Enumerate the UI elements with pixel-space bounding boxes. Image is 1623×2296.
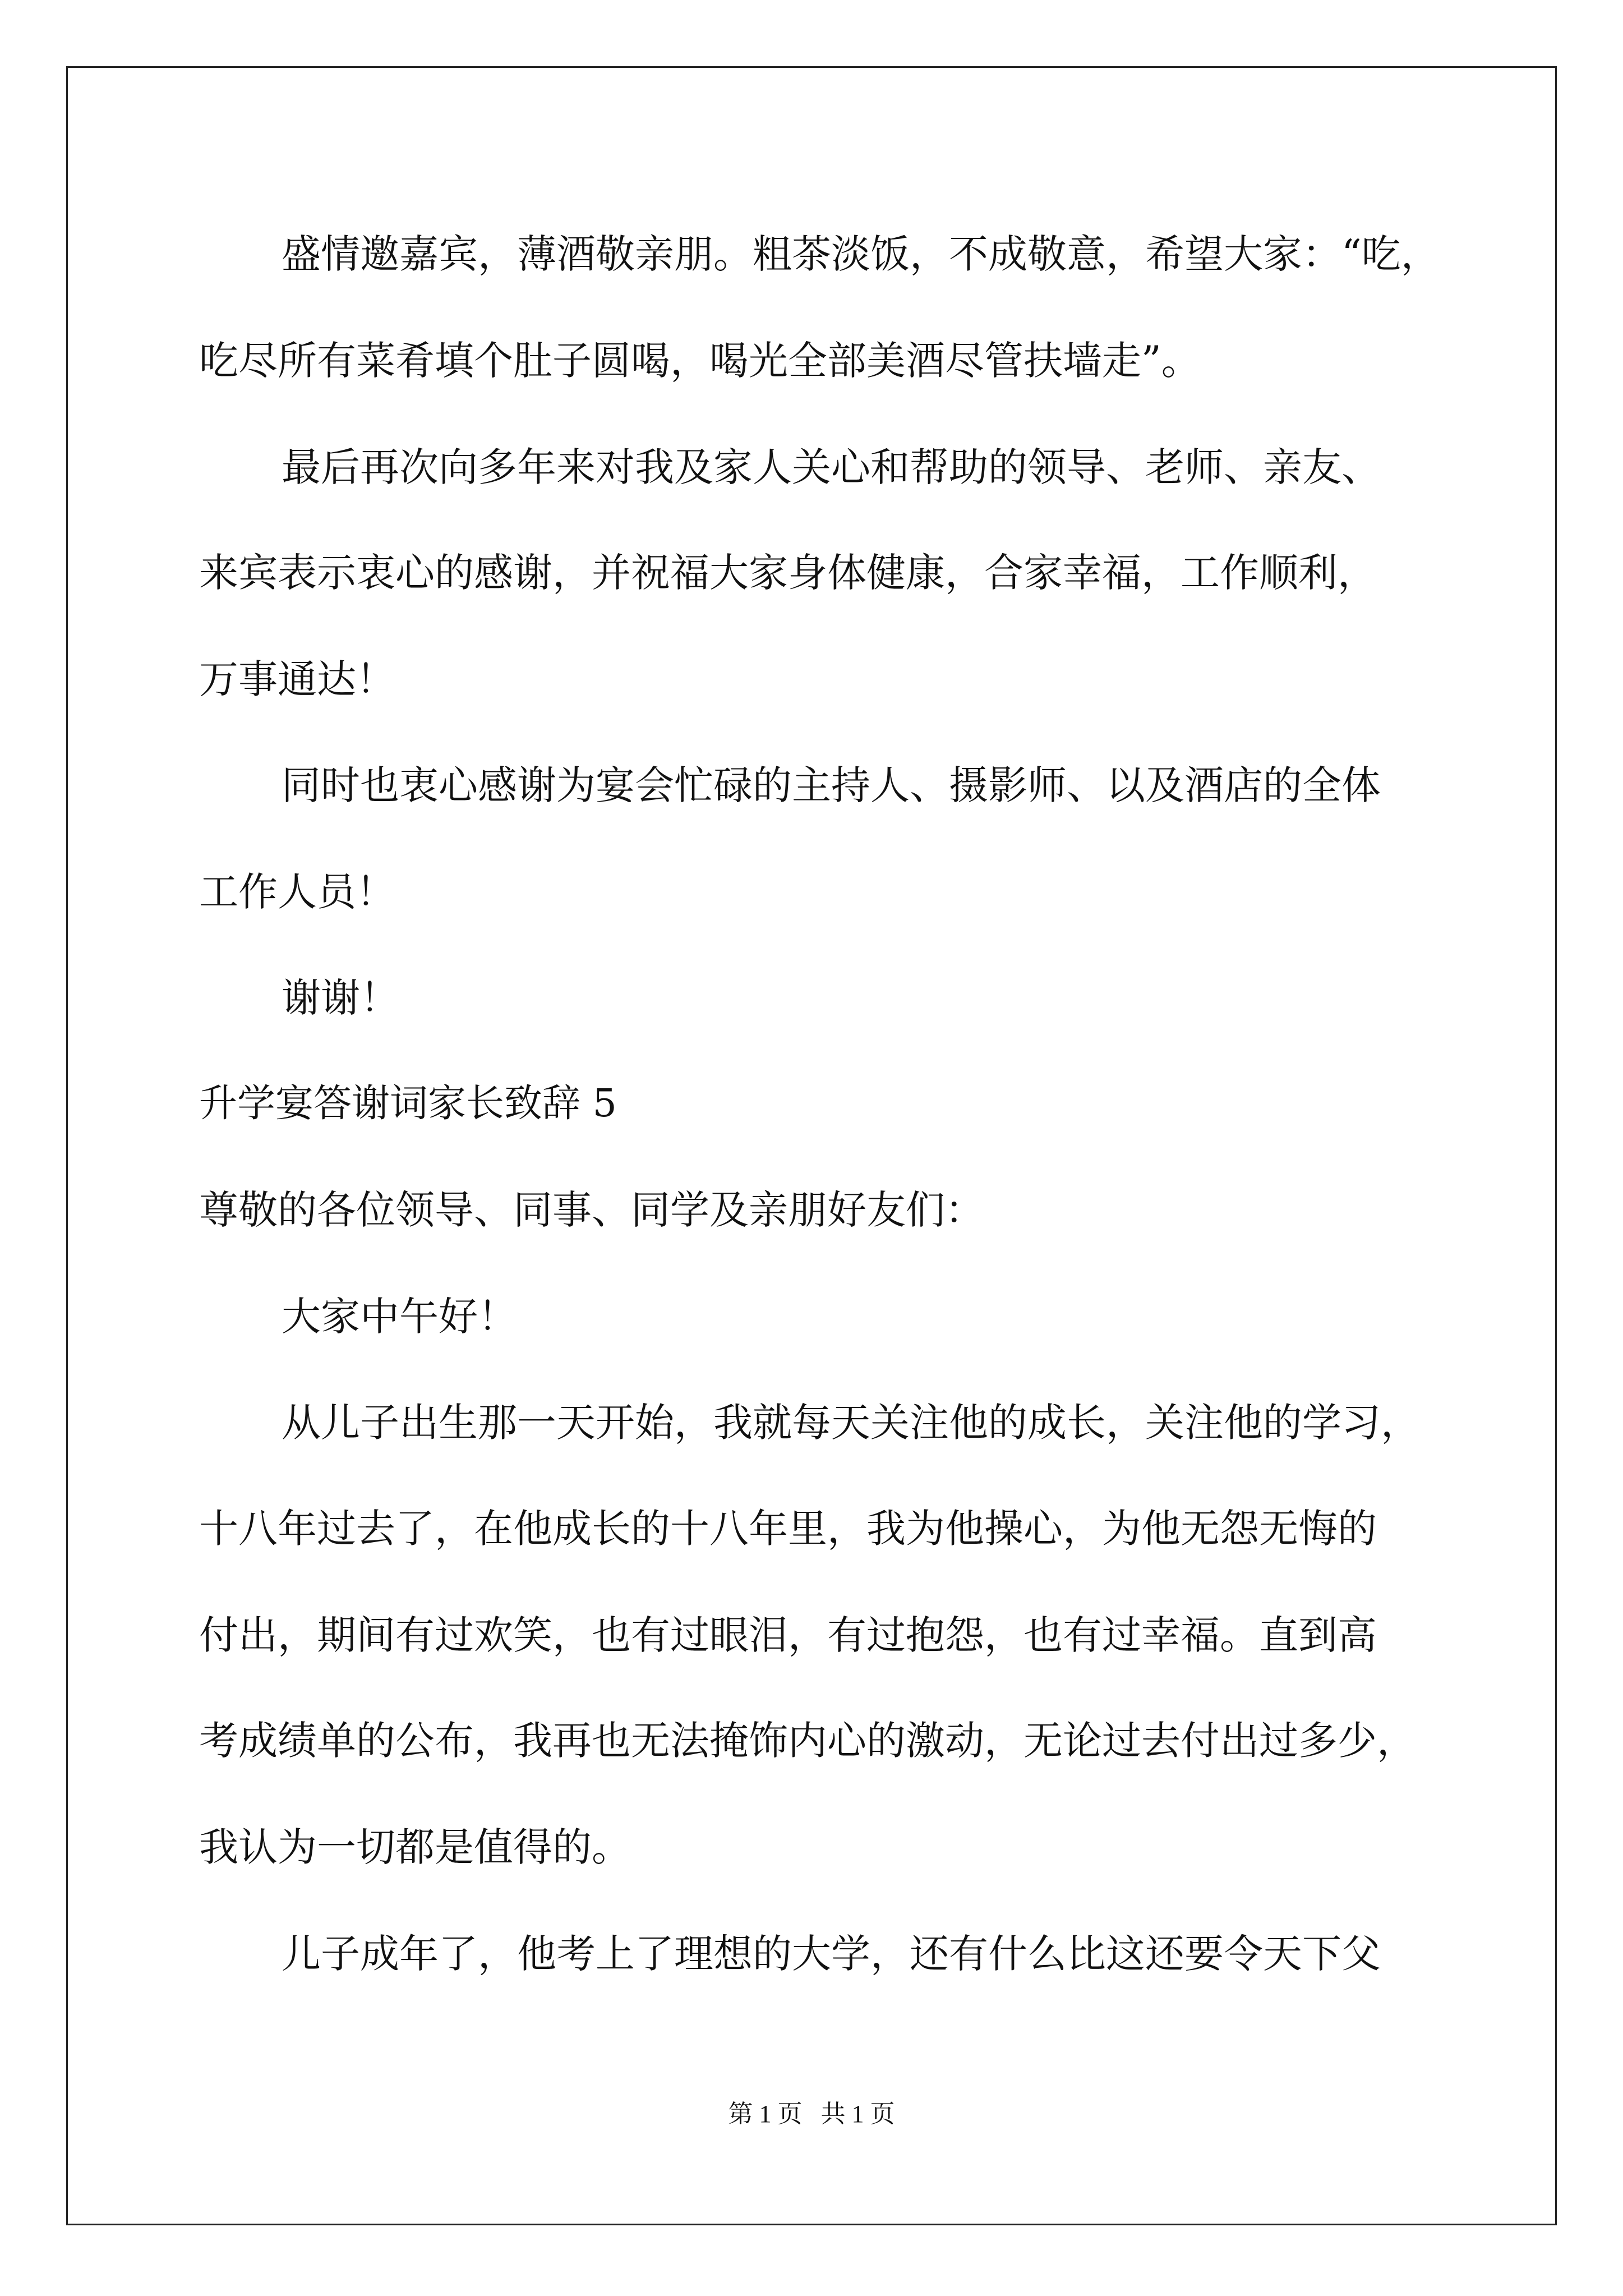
paragraph-line: 儿子成年了，他考上了理想的大学，还有什么比这还要令天下父 xyxy=(282,1931,1381,1977)
paragraph-line: 盛情邀嘉宾，薄酒敬亲朋。粗茶淡饭，不成敬意，希望大家：“吃， xyxy=(282,231,1440,277)
page-border xyxy=(66,66,1557,2225)
paragraph-line: 工作人员！ xyxy=(199,869,395,915)
section-title: 升学宴答谢词家长致辞 5 xyxy=(199,1082,617,1126)
paragraph-line: 同时也衷心感谢为宴会忙碌的主持人、摄影师、以及酒店的全体 xyxy=(282,762,1381,808)
paragraph-line: 考成绩单的公布，我再也无法掩饰内心的激动，无论过去付出过多少， xyxy=(199,1718,1416,1764)
paragraph-line: 最后再次向多年来对我及家人关心和帮助的领导、老师、亲友、 xyxy=(282,444,1381,490)
paragraph-line: 我认为一切都是值得的。 xyxy=(199,1824,631,1870)
paragraph-line: 付出，期间有过欢笑，也有过眼泪，有过抱怨，也有过幸福。直到高 xyxy=(199,1612,1377,1658)
paragraph-line: 谢谢！ xyxy=(282,975,399,1021)
paragraph-line: 十八年过去了，在他成长的十八年里，我为他操心，为他无怨无悔的 xyxy=(199,1506,1377,1552)
paragraph-line: 吃尽所有菜肴填个肚子圆喝，喝光全部美酒尽管扶墙走”。 xyxy=(199,338,1201,384)
salutation: 尊敬的各位领导、同事、同学及亲朋好友们： xyxy=(199,1187,984,1233)
paragraph-line: 万事通达！ xyxy=(199,656,395,702)
page-indicator: 第 1 页 共 1 页 xyxy=(728,2100,895,2128)
greeting: 大家中午好！ xyxy=(282,1294,517,1340)
paragraph-line: 来宾表示衷心的感谢，并祝福大家身体健康，合家幸福，工作顺利， xyxy=(199,550,1377,596)
paragraph-line: 从儿子出生那一天开始，我就每天关注他的成长，关注他的学习， xyxy=(282,1400,1420,1446)
